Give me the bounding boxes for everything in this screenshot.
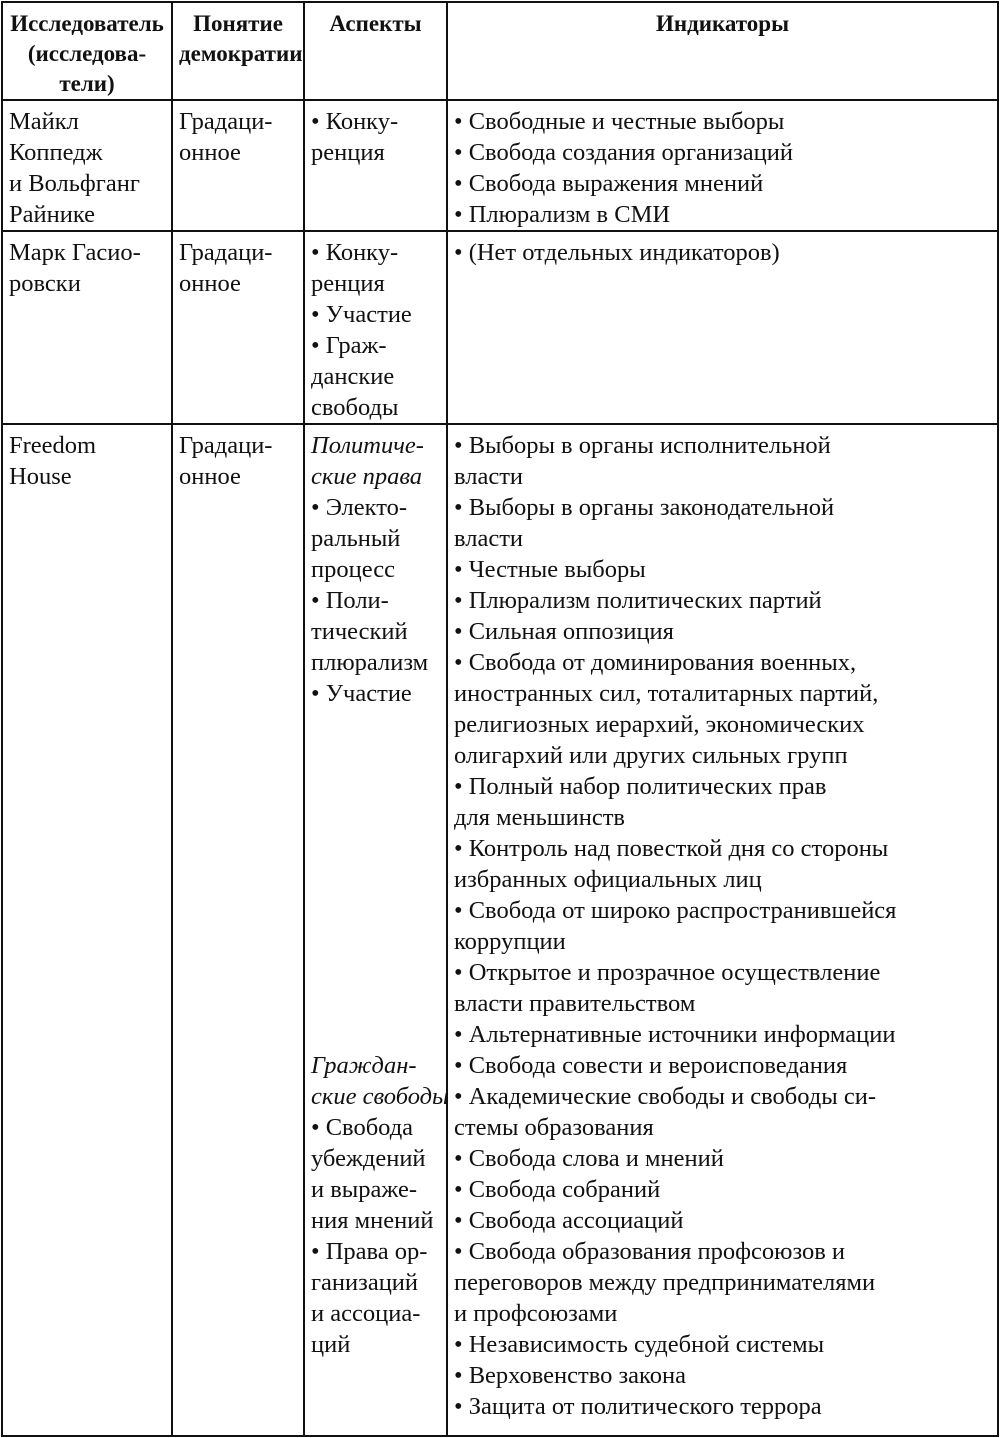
text-line: • Свобода от широко распространившейся (454, 897, 897, 924)
text-line: • Выборы в органы законодательной (454, 494, 835, 521)
cell-concept (172, 424, 304, 1436)
text-line: Градаци- (179, 239, 273, 266)
text-line: • Академические свободы и свободы си- (454, 1083, 877, 1110)
text-line: (исследова- (27, 41, 147, 66)
text-line: • Полный набор политических прав (454, 773, 827, 800)
cell-researcher (2, 231, 172, 424)
text-line: ния мнений (311, 1207, 434, 1234)
text-line: • Свобода от доминирования военных, (454, 649, 857, 676)
text-line: Исследователь (10, 11, 164, 36)
text-line: ренция (311, 270, 385, 297)
text-line: • Свобода собраний (454, 1176, 661, 1203)
text-line: религиозных иерархий, экономических (454, 711, 865, 738)
text-line: • Открытое и прозрачное осуществление (454, 959, 881, 986)
text-line: • Сильная оппозиция (454, 618, 674, 645)
text-line: Градаци- (179, 108, 273, 135)
header-aspects (304, 2, 447, 100)
cell-concept (172, 231, 304, 424)
text-line: • Свобода образования профсоюзов и (454, 1238, 846, 1265)
aspects-civil-list (311, 1112, 440, 1360)
text-line: и Вольфганг (9, 170, 140, 197)
header-concept (172, 2, 304, 100)
text-line: власти (454, 525, 524, 552)
cell-indicators (447, 231, 998, 424)
aspects-spacer (311, 709, 440, 1050)
text-line: • Электо- (311, 494, 408, 521)
text-line: • (Нет отдельных индикаторов) (454, 239, 780, 266)
text-line: • Контроль над повесткой дня со стороны (454, 835, 889, 862)
cell-aspects (304, 100, 447, 231)
text-line: Коппедж (9, 139, 103, 166)
text-line: ские свободы (311, 1083, 449, 1110)
text-line: Политиче- (311, 432, 424, 459)
table-row (2, 231, 998, 424)
democracy-indicators-table (1, 1, 999, 1437)
header-researcher (2, 2, 172, 100)
cell-indicators (447, 100, 998, 231)
header-indicators (447, 2, 998, 100)
text-line: • Поли- (311, 587, 389, 614)
text-line: ровски (9, 270, 81, 297)
text-line: Freedom (9, 432, 97, 459)
text-line: убеждений (311, 1145, 426, 1172)
text-line: Аспекты (329, 11, 422, 36)
cell-researcher (2, 424, 172, 1436)
text-line: • Плюрализм в СМИ (454, 201, 671, 228)
text-line: онное (179, 139, 241, 166)
text-line: избранных официальных лиц (454, 866, 762, 893)
text-line: тели) (59, 71, 115, 96)
aspects-civil-heading (311, 1050, 449, 1112)
aspects-political-list (311, 492, 440, 709)
text-line: власти правительством (454, 990, 696, 1017)
text-line: онное (179, 463, 241, 490)
text-line: • Верховенство закона (454, 1362, 686, 1389)
text-line: Понятие (193, 11, 283, 36)
table-header-row (2, 2, 998, 100)
text-line: ций (311, 1331, 351, 1358)
text-line: • Свобода выражения мнений (454, 170, 764, 197)
table-row (2, 100, 998, 231)
text-line: • Свобода слова и мнений (454, 1145, 724, 1172)
text-line: • Участие (311, 301, 412, 328)
text-line: • Независимость судебной системы (454, 1331, 825, 1358)
text-line: ганизаций (311, 1269, 419, 1296)
cell-indicators (447, 424, 998, 1436)
aspects-political-heading (311, 430, 440, 492)
cell-researcher (2, 100, 172, 231)
cell-concept (172, 100, 304, 231)
text-line: онное (179, 270, 241, 297)
text-line: стемы образования (454, 1114, 654, 1141)
text-line: власти (454, 463, 524, 490)
text-line: Градаци- (179, 432, 273, 459)
text-line: свободы (311, 394, 399, 421)
text-line: • Конку- (311, 108, 399, 135)
text-line: • Участие (311, 680, 412, 707)
text-line: • Честные выборы (454, 556, 646, 583)
text-line: • Права ор- (311, 1238, 428, 1265)
text-line: Граждан- (311, 1052, 417, 1079)
text-line: демократии (179, 41, 303, 66)
text-line: коррупции (454, 928, 566, 955)
text-line: House (9, 463, 72, 490)
text-line: • Свобода (311, 1114, 414, 1141)
text-line: процесс (311, 556, 395, 583)
text-line: для меньшинств (454, 804, 625, 831)
text-line: иностранных сил, тоталитарных партий, (454, 680, 879, 707)
text-line: • Конку- (311, 239, 399, 266)
text-line: Майкл (9, 108, 79, 135)
text-line: ренция (311, 139, 385, 166)
text-line: данские (311, 363, 395, 390)
cell-aspects (304, 424, 447, 1436)
text-line: • Выборы в органы исполнительной (454, 432, 831, 459)
text-line: Райнике (9, 201, 96, 228)
text-line: • Свободные и честные выборы (454, 108, 785, 135)
text-line: • Защита от политического террора (454, 1393, 822, 1420)
text-line: олигархий или других сильных групп (454, 742, 848, 769)
text-line: • Свобода создания организаций (454, 139, 794, 166)
text-line: • Свобода ассоциаций (454, 1207, 684, 1234)
text-line: и ассоциа- (311, 1300, 421, 1327)
text-line: Марк Гасио- (9, 239, 141, 266)
text-line: ские права (311, 463, 423, 490)
text-line: переговоров между предпринимателями (454, 1269, 876, 1296)
text-line: • Граж- (311, 332, 387, 359)
table-row (2, 424, 998, 1436)
text-line: ральный (311, 525, 401, 552)
text-line: и выраже- (311, 1176, 418, 1203)
text-line: • Свобода совести и вероисповедания (454, 1052, 848, 1079)
cell-aspects (304, 231, 447, 424)
text-line: Индикаторы (655, 11, 790, 36)
text-line: плюрализм (311, 649, 429, 676)
text-line: и профсоюзами (454, 1300, 618, 1327)
text-line: • Альтернативные источники информации (454, 1021, 896, 1048)
text-line: • Плюрализм политических партий (454, 587, 822, 614)
text-line: тический (311, 618, 408, 645)
